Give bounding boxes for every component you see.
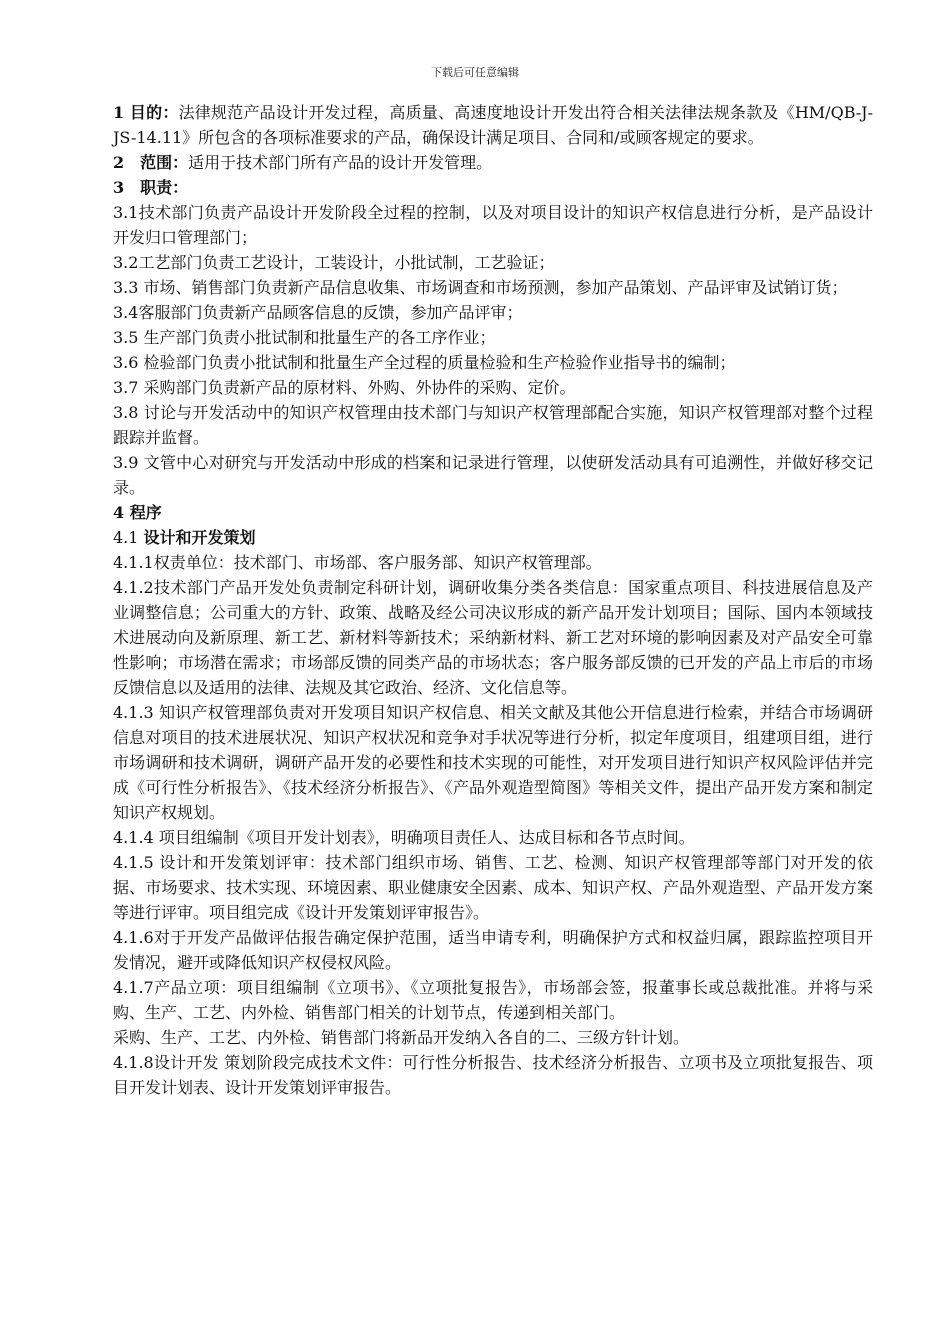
subsection-number: 4.1 xyxy=(113,528,144,547)
paragraph: 4.1.5 设计和开发策划评审：技术部门组织市场、销售、工艺、检测、知识产权管理部等部门对开发的依据、市场要求、技术实现、环境因素、职业健康安全因素、成本、知识产权、产品外观造型、产品开发方案等进行评审。项目组完成《设计开发策划评审报告》。 xyxy=(113,853,873,922)
paragraph: 4.1.3 知识产权管理部负责对开发项目知识产权信息、相关文献及其他公开信息进行检索，并结合市场调研信息对项目的技术进展状况、知识产权状况和竞争对手状况等进行分析，拟定年度项目，组建项目组，进行市场调研和技术调研，调研产品开发的必要性和技术实现的可能性，对开发项目进行知识产权风险评估并完成《可行性分析报告》、《技术经济分析报告》、《产品外观造型简图》等相关文件，提出产品开发方案和制定知识产权规划。 xyxy=(113,703,873,822)
paragraph: 3.5 生产部门负责小批试制和批量生产的各工序作业； xyxy=(113,328,496,347)
paragraph: 3.8 讨论与开发活动中的知识产权管理由技术部门与知识产权管理部配合实施，知识产权管理部对整个过程跟踪并监督。 xyxy=(113,403,873,447)
paragraph: 4.1.7产品立项：项目组编制《立项书》、《立项批复报告》，市场部会签，报董事长或总裁批准。并将与采购、生产、工艺、内外检、销售部门相关的计划节点，传递到相关部门。 xyxy=(113,978,873,1022)
paragraph xyxy=(113,525,873,550)
paragraph: 3.4客服部门负责新产品顾客信息的反馈，参加产品评审； xyxy=(113,303,523,322)
paragraph xyxy=(113,100,873,150)
paragraph xyxy=(113,500,873,525)
section-heading: 4 程序 xyxy=(113,503,162,522)
section-heading: 3 职责： xyxy=(113,178,189,197)
section-heading: 2 范围： xyxy=(113,153,189,172)
paragraph: 3.1技术部门负责产品设计开发阶段全过程的控制，以及对项目设计的知识产权信息进行分析，是产品设计开发归口管理部门； xyxy=(113,203,873,247)
paragraph-text: 法律规范产品设计开发过程，高质量、高速度地设计开发出符合相关法律法规条款及《HM/QB-J-JS-14.11》所包含的各项标准要求的产品，确保设计满足项目、合同和/或顾客规定的要求。 xyxy=(113,103,873,147)
paragraph xyxy=(113,150,873,175)
paragraph: 3.7 采购部门负责新产品的原材料、外购、外协件的采购、定价。 xyxy=(113,378,576,397)
paragraph: 4.1.4 项目组编制《项目开发计划表》，明确项目责任人、达成目标和各节点时间。 xyxy=(113,828,695,847)
paragraph: 3.6 检验部门负责小批试制和批量生产全过程的质量检验和生产检验作业指导书的编制； xyxy=(113,353,736,372)
paragraph: 4.1.6对于开发产品做评估报告确定保护范围，适当申请专利，明确保护方式和权益归属，跟踪监控项目开发情况，避开或降低知识产权侵权风险。 xyxy=(113,928,873,972)
paragraph: 4.1.2技术部门产品开发处负责制定科研计划，调研收集分类各类信息：国家重点项目、科技进展信息及产业调整信息；公司重大的方针、政策、战略及经公司决议形成的新产品开发计划项目；国际、国内本领域技术进展动向及新原理、新工艺、新材料等新技术；采纳新材料、新工艺对环境的影响因素及对产品安全可靠性影响；市场潜在需求；市场部反馈的同类产品的市场状态；客户服务部反馈的已开发的产品上市后的市场反馈信息以及适用的法律、法规及其它政治、经济、文化信息等。 xyxy=(113,578,873,697)
section-heading: 1 目的： xyxy=(113,103,179,122)
paragraph: 3.2工艺部门负责工艺设计，工装设计，小批试制，工艺验证； xyxy=(113,253,555,272)
subsection-heading: 设计和开发策划 xyxy=(143,528,256,547)
document-body xyxy=(113,100,873,1100)
paragraph: 4.1.1权责单位：技术部门、市场部、客户服务部、知识产权管理部。 xyxy=(113,553,602,572)
paragraph xyxy=(113,175,873,200)
paragraph-text: 适用于技术部门所有产品的设计开发管理。 xyxy=(188,153,493,172)
paragraph: 4.1.8设计开发 策划阶段完成技术文件：可行性分析报告、技术经济分析报告、立项书及立项批复报告、项目开发计划表、设计开发策划评审报告。 xyxy=(113,1053,873,1097)
page-header: 下载后可任意编辑 xyxy=(431,66,519,79)
paragraph: 3.9 文管中心对研究与开发活动中形成的档案和记录进行管理，以使研发活动具有可追溯性，并做好移交记录。 xyxy=(113,453,873,497)
paragraph: 采购、生产、工艺、内外检、销售部门将新品开发纳入各自的二、三级方针计划。 xyxy=(113,1028,690,1047)
paragraph: 3.3 市场、销售部门负责新产品信息收集、市场调查和市场预测，参加产品策划、产品评审及试销订货； xyxy=(113,278,848,297)
